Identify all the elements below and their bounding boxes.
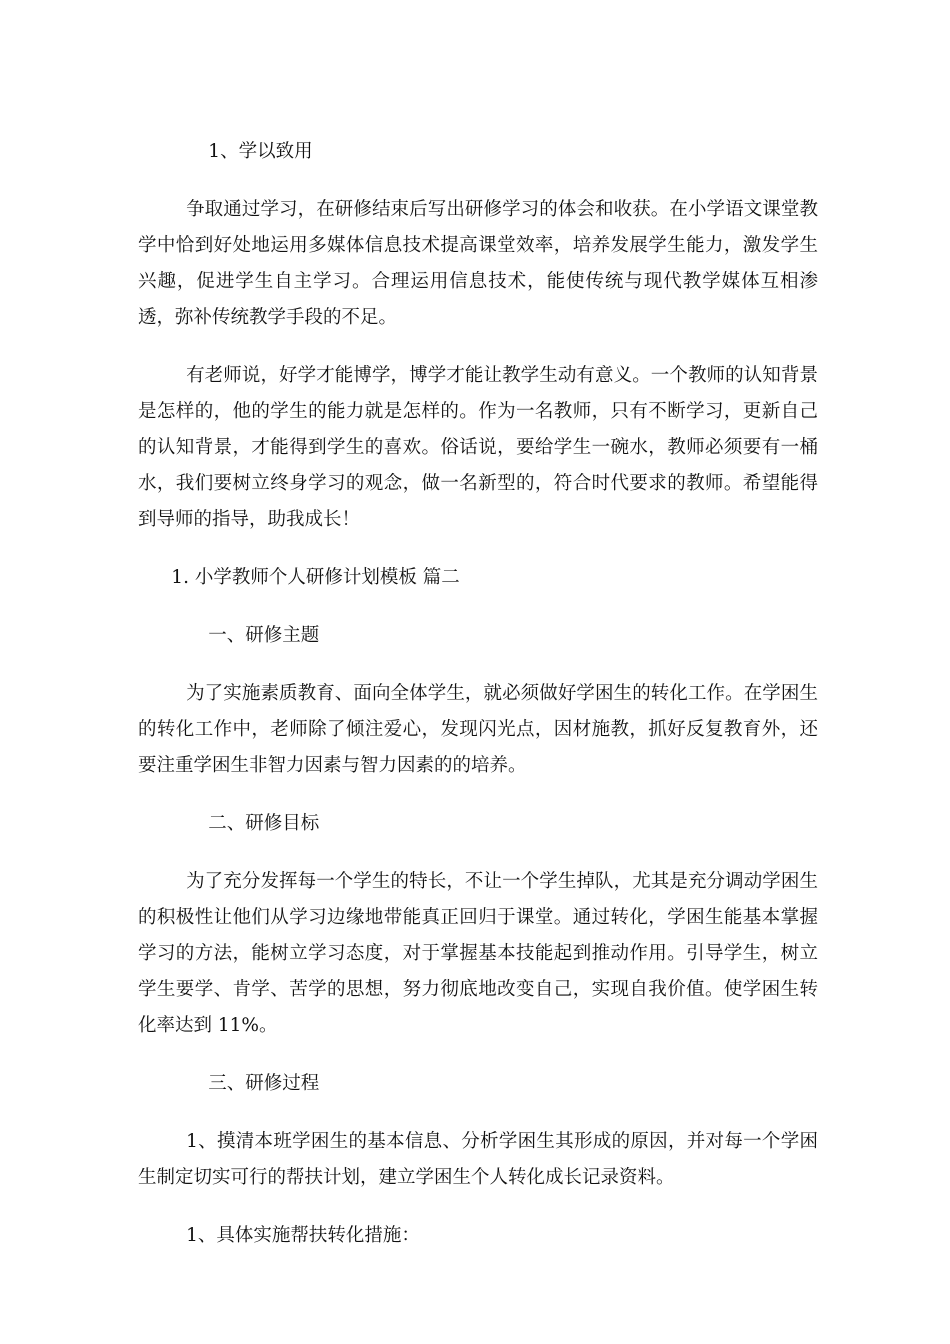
paragraph-study-goals: 争取通过学习，在研修结束后写出研修学习的体会和收获。在小学语文课堂教学中恰到好处地运用多媒体信息技术提高课堂效率，培养发展学生能力，激发学生兴趣，促进学生自主学习。合理运用信息技术，能使传统与现代教学媒体互相渗透，弥补传统教学手段的不足。 <box>138 199 818 328</box>
template-title-part-two: 1. 小学教师个人研修计划模板 篇二 <box>171 567 460 588</box>
section-heading-process: 三、研修过程 <box>208 1073 320 1094</box>
section-heading-theme: 一、研修主题 <box>208 625 320 646</box>
paragraph-process-step-one: 1、摸清本班学困生的基本信息、分析学困生其形成的原因，并对每一个学困生制定切实可行的帮扶计划，建立学困生个人转化成长记录资料。 <box>138 1131 818 1188</box>
document-body <box>138 134 818 1276</box>
section-heading-apply-learning: 1、学以致用 <box>208 141 313 162</box>
section-heading-goals: 二、研修目标 <box>208 813 320 834</box>
paragraph-teacher-learning: 有老师说，好学才能博学，博学才能让教学生动有意义。一个教师的认知背景是怎样的，他的学生的能力就是怎样的。作为一名教师，只有不断学习，更新自己的认知背景，才能得到学生的喜欢。俗话说，要给学生一碗水，教师必须要有一桶水，我们要树立终身学习的观念，做一名新型的，符合时代要求的教师。希望能得到导师的指导，助我成长！ <box>138 365 818 530</box>
paragraph-theme: 为了实施素质教育、面向全体学生，就必须做好学困生的转化工作。在学困生的转化工作中，老师除了倾注爱心，发现闪光点，因材施教，抓好反复教育外，还要注重学困生非智力因素与智力因素的的培养。 <box>138 683 818 776</box>
paragraph-goals: 为了充分发挥每一个学生的特长，不让一个学生掉队，尤其是充分调动学困生的积极性让他们从学习边缘地带能真正回归于课堂。通过转化，学困生能基本掌握学习的方法，能树立学习态度，对于掌握基本技能起到推动作用。引导学生，树立学生要学、肯学、苦学的思想，努力彻底地改变自己，实现自我价值。使学困生转化率达到 11%。 <box>138 871 818 1036</box>
paragraph-process-measures: 1、具体实施帮扶转化措施： <box>186 1225 420 1246</box>
